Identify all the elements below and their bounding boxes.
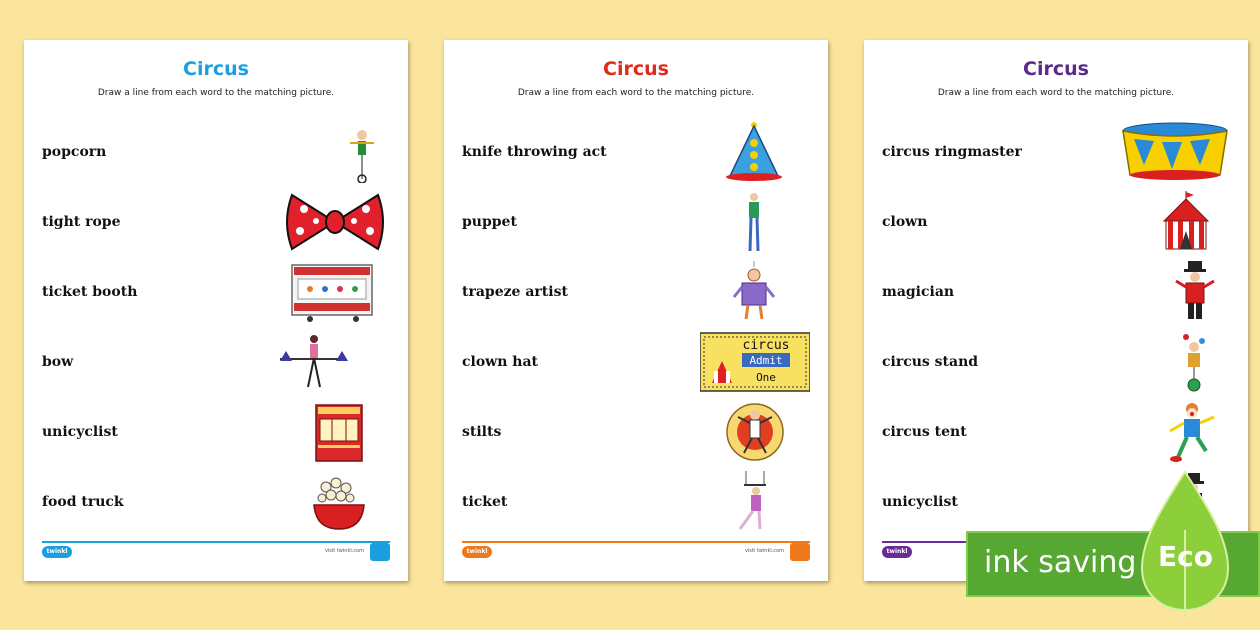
match-row <box>864 257 1248 327</box>
match-word: tight rope <box>42 214 121 230</box>
match-word: circus ringmaster <box>882 144 1022 160</box>
popcorn-icon <box>280 471 390 533</box>
unicyclist-icon <box>1120 331 1230 393</box>
match-word: clown <box>882 214 928 230</box>
match-row <box>444 117 828 187</box>
match-row <box>24 117 408 187</box>
match-row <box>864 397 1248 467</box>
match-row <box>444 327 828 397</box>
match-word: circus stand <box>882 354 979 370</box>
ticket-admit-text: Admit <box>749 354 783 367</box>
match-word: food truck <box>42 494 124 510</box>
match-row <box>864 187 1248 257</box>
match-word: magician <box>882 284 955 300</box>
twinkl-logo: twinkl <box>462 546 492 558</box>
clown-icon <box>1120 401 1230 463</box>
match-word: ticket <box>462 494 508 510</box>
match-row <box>24 257 408 327</box>
match-word: clown hat <box>462 354 539 370</box>
footer-url: visit twinkl.com <box>744 548 784 554</box>
bow-icon <box>280 191 390 253</box>
match-word: bow <box>42 354 74 370</box>
eco-badge-label: Eco <box>1158 540 1213 573</box>
footer-divider <box>462 541 810 543</box>
match-row <box>864 327 1248 397</box>
ticket-booth-icon <box>280 401 390 463</box>
twinkl-badge-icon <box>790 543 810 561</box>
match-row <box>444 257 828 327</box>
match-word: circus tent <box>882 424 967 440</box>
worksheet-title: Circus <box>183 58 249 80</box>
match-row <box>24 327 408 397</box>
match-word: ticket booth <box>42 284 138 300</box>
match-word: unicyclist <box>882 494 958 510</box>
match-row <box>864 117 1248 187</box>
twinkl-logo: twinkl <box>42 546 72 558</box>
ringmaster-icon <box>1120 261 1230 323</box>
food-truck-icon <box>280 261 390 323</box>
worksheet-instruction: Draw a line from each word to the matching picture. <box>517 88 755 98</box>
worksheet-title: Circus <box>1023 58 1089 80</box>
match-word: knife throwing act <box>462 144 607 160</box>
match-row <box>24 397 408 467</box>
match-row <box>24 467 408 537</box>
match-word: popcorn <box>42 144 107 160</box>
worksheet-title: Circus <box>603 58 669 80</box>
worksheet-2 <box>444 40 828 581</box>
clown-hat-icon <box>700 121 810 183</box>
knife-throwing-act-icon <box>700 401 810 463</box>
match-row <box>444 467 828 537</box>
match-word: stilts <box>462 424 502 440</box>
twinkl-logo: twinkl <box>882 546 912 558</box>
match-row <box>24 187 408 257</box>
match-word: trapeze artist <box>462 284 568 300</box>
circus-stand-icon <box>1120 121 1230 183</box>
stilts-icon <box>700 191 810 253</box>
circus-tent-icon <box>1120 191 1230 253</box>
worksheet-instruction: Draw a line from each word to the matching picture. <box>97 88 335 98</box>
ticket-circus-text: circus <box>742 338 790 353</box>
footer-divider <box>42 541 390 543</box>
ink-saving-label: ink saving <box>984 545 1137 580</box>
match-word: unicyclist <box>42 424 118 440</box>
match-word: puppet <box>462 214 517 230</box>
twinkl-badge-icon <box>370 543 390 561</box>
unicyclist-icon <box>280 121 390 183</box>
ticket-one-text: One <box>756 371 776 384</box>
worksheet-1 <box>24 40 408 581</box>
match-row <box>444 187 828 257</box>
trapeze-artist-icon <box>700 471 810 533</box>
tight-rope-icon <box>280 331 390 393</box>
match-row <box>444 397 828 467</box>
worksheet-instruction: Draw a line from each word to the matching picture. <box>937 88 1175 98</box>
footer-url: visit twinkl.com <box>324 548 364 554</box>
puppet-icon <box>700 261 810 323</box>
ticket-icon <box>700 331 810 393</box>
